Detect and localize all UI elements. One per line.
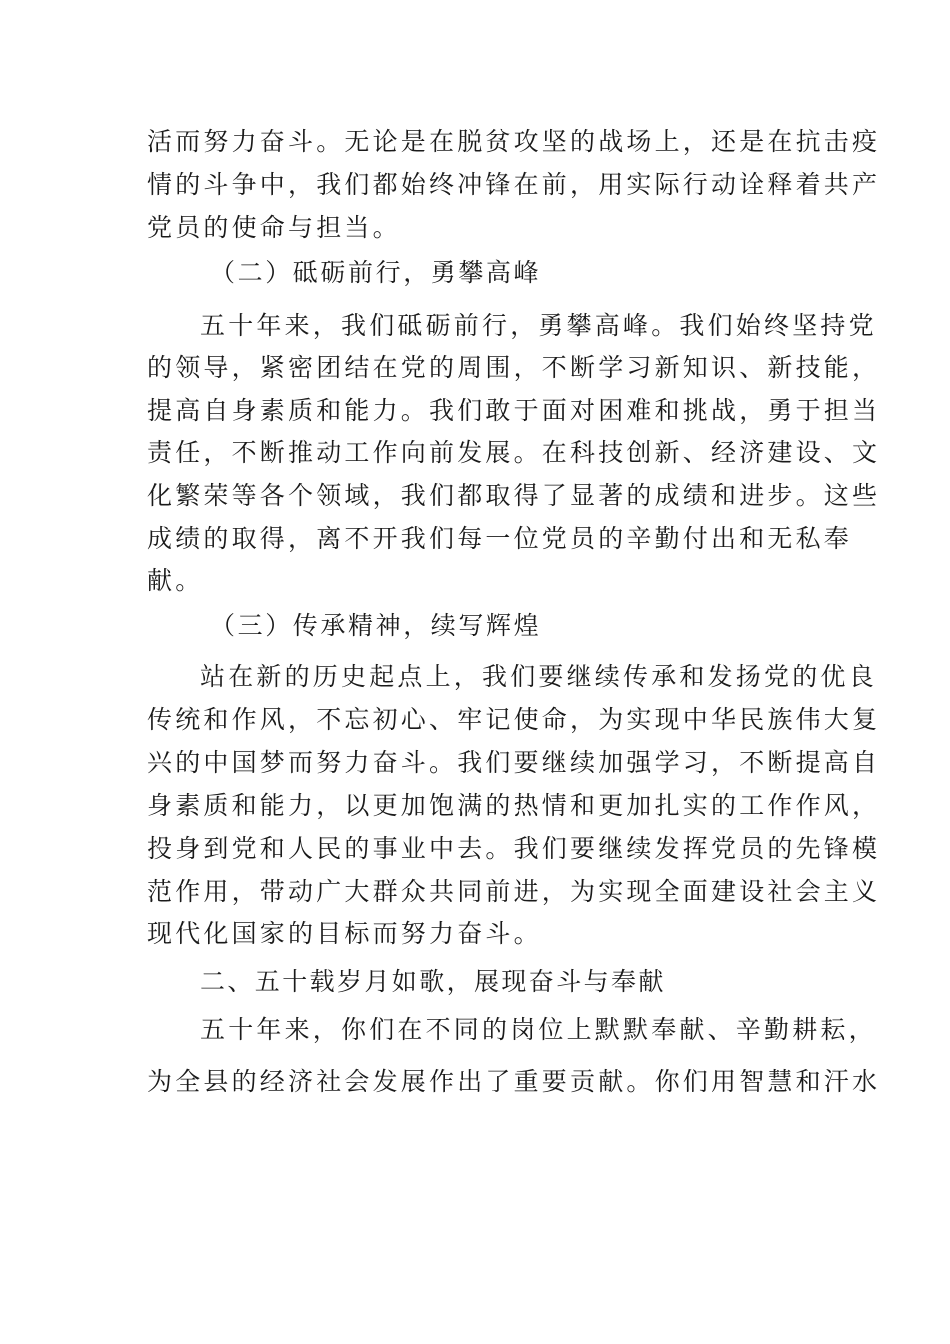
paragraph-line: 为全县的经济社会发展作出了重要贡献。你们用智慧和汗水 bbox=[147, 1067, 881, 1096]
paragraph-line: 化繁荣等各个领域，我们都取得了显著的成绩和进步。这些 bbox=[147, 481, 881, 510]
paragraph-line: 五十年来，我们砥砺前行，勇攀高峰。我们始终坚持党 bbox=[200, 311, 877, 340]
paragraph-line: 范作用，带动广大群众共同前进，为实现全面建设社会主义 bbox=[147, 877, 881, 906]
paragraph-line: 传统和作风，不忘初心、牢记使命，为实现中华民族伟大复 bbox=[147, 705, 881, 734]
paragraph-line: 成绩的取得，离不开我们每一位党员的辛勤付出和无私奉 bbox=[147, 524, 853, 553]
paragraph-line: 现代化国家的目标而努力奋斗。 bbox=[147, 919, 542, 948]
paragraph-line: 活而努力奋斗。无论是在脱贫攻坚的战场上，还是在抗击疫 bbox=[147, 127, 881, 156]
paragraph-line: 责任，不断推动工作向前发展。在科技创新、经济建设、文 bbox=[147, 438, 881, 467]
subheading-2: （二）砥砺前行，勇攀高峰 bbox=[210, 258, 542, 287]
paragraph-line: 的领导，紧密团结在党的周围，不断学习新知识、新技能， bbox=[147, 353, 881, 382]
paragraph-line: 投身到党和人民的事业中去。我们要继续发挥党员的先锋模 bbox=[147, 834, 881, 863]
paragraph-line: 身素质和能力，以更加饱满的热情和更加扎实的工作作风， bbox=[147, 791, 881, 820]
paragraph-line: 情的斗争中，我们都始终冲锋在前，用实际行动诠释着共产 bbox=[147, 170, 881, 199]
section-heading: 二、五十载岁月如歌，展现奋斗与奉献 bbox=[200, 967, 666, 996]
paragraph-line: 兴的中国梦而努力奋斗。我们要继续加强学习，不断提高自 bbox=[147, 748, 881, 777]
paragraph-line: 站在新的历史起点上，我们要继续传承和发扬党的优良 bbox=[200, 662, 877, 691]
subheading-3: （三）传承精神，续写辉煌 bbox=[210, 611, 542, 640]
paragraph-line: 献。 bbox=[147, 566, 204, 595]
paragraph-line: 党员的使命与担当。 bbox=[147, 213, 401, 242]
paragraph-line: 提高自身素质和能力。我们敢于面对困难和挑战，勇于担当 bbox=[147, 396, 881, 425]
paragraph-line: 五十年来，你们在不同的岗位上默默奉献、辛勤耕耘， bbox=[200, 1015, 877, 1044]
